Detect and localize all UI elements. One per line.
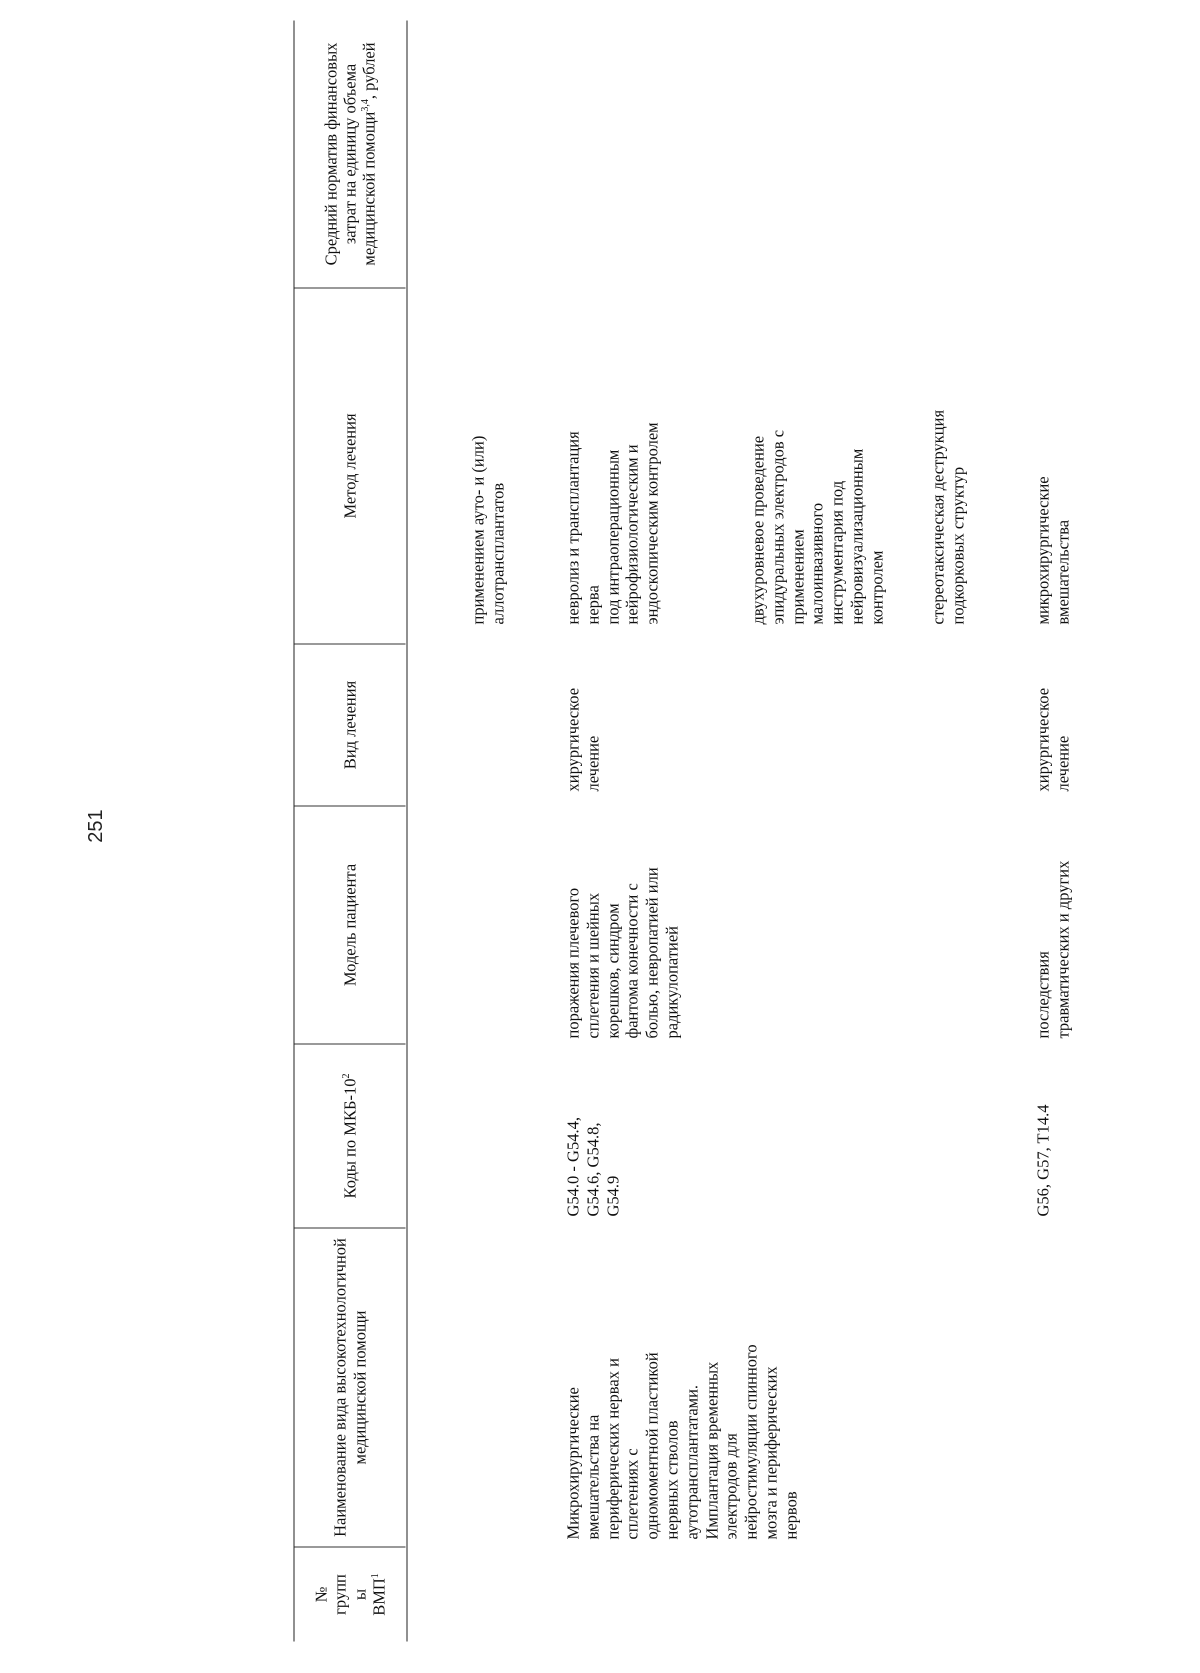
header-cost-sup: 3,4 [359, 98, 371, 112]
header-kind [294, 644, 405, 806]
table-header [293, 20, 407, 1641]
header-group-no-sup: 1 [369, 1572, 381, 1578]
row-4-codes: G56, G57, T14.4 [1033, 1104, 1052, 1216]
page-number: 251 [85, 809, 107, 843]
row-4-method: микрохирургические вмешательства [1033, 475, 1072, 624]
header-model-text: Модель пациента [339, 863, 359, 986]
header-model [294, 806, 405, 1044]
header-group-no-text: № групп ы ВМП [310, 1573, 388, 1616]
row-0-method: применением ауто- и (или) аллотрансплантатов [468, 435, 507, 624]
header-group-no [294, 1547, 405, 1641]
header-cost-tail: , рублей [359, 41, 379, 99]
header-cost [294, 20, 405, 288]
header-codes-text: Коды по МКБ-10 [339, 1078, 359, 1198]
header-name-text: Наименование вида высокотехнологичной медицинской помощи [330, 1237, 369, 1537]
row-1-name: Микрохирургические вмешательства на периферических нервах и сплетениях с одномоментной пластикой нервных стволов аутотрансплантатами. Имплантация временных электродов для нейростимуляции спинного мозга и периферических нервов [563, 1343, 800, 1539]
header-name [294, 1228, 405, 1547]
header-kind-text: Вид лечения [339, 680, 359, 769]
row-1-codes: G54.0 - G54.4, G54.6, G54.8, G54.9 [563, 1116, 622, 1216]
header-cost-text: Средний норматив финансовых затрат на единицу объема медицинской помощи [320, 42, 379, 266]
header-method [294, 288, 405, 644]
row-2-method: двухуровневое проведение эпидуральных электродов с применением малоинвазивного инструментария под нейровизуализационным контролем [748, 429, 886, 624]
header-codes [294, 1044, 405, 1228]
row-3-method: стереотаксическая деструкция подкорковых структур [928, 409, 967, 624]
row-4-model: последствия травматических и других [1033, 860, 1072, 1038]
header-codes-sup: 2 [340, 1073, 352, 1079]
row-4-kind: хирургическое лечение [1033, 687, 1072, 791]
row-1-model: поражения плечевого сплетения и шейных корешков, синдром фантома конечности с болью, невропатией или радикулопатией [563, 866, 681, 1038]
header-method-text: Метод лечения [339, 412, 359, 519]
landscape-table [293, 20, 1072, 1641]
row-1-method: невролиз и трансплантация нерва под интраоперационным нейрофизиологическим и эндоскопическим контролем [563, 421, 662, 624]
row-1-kind: хирургическое лечение [563, 687, 602, 791]
